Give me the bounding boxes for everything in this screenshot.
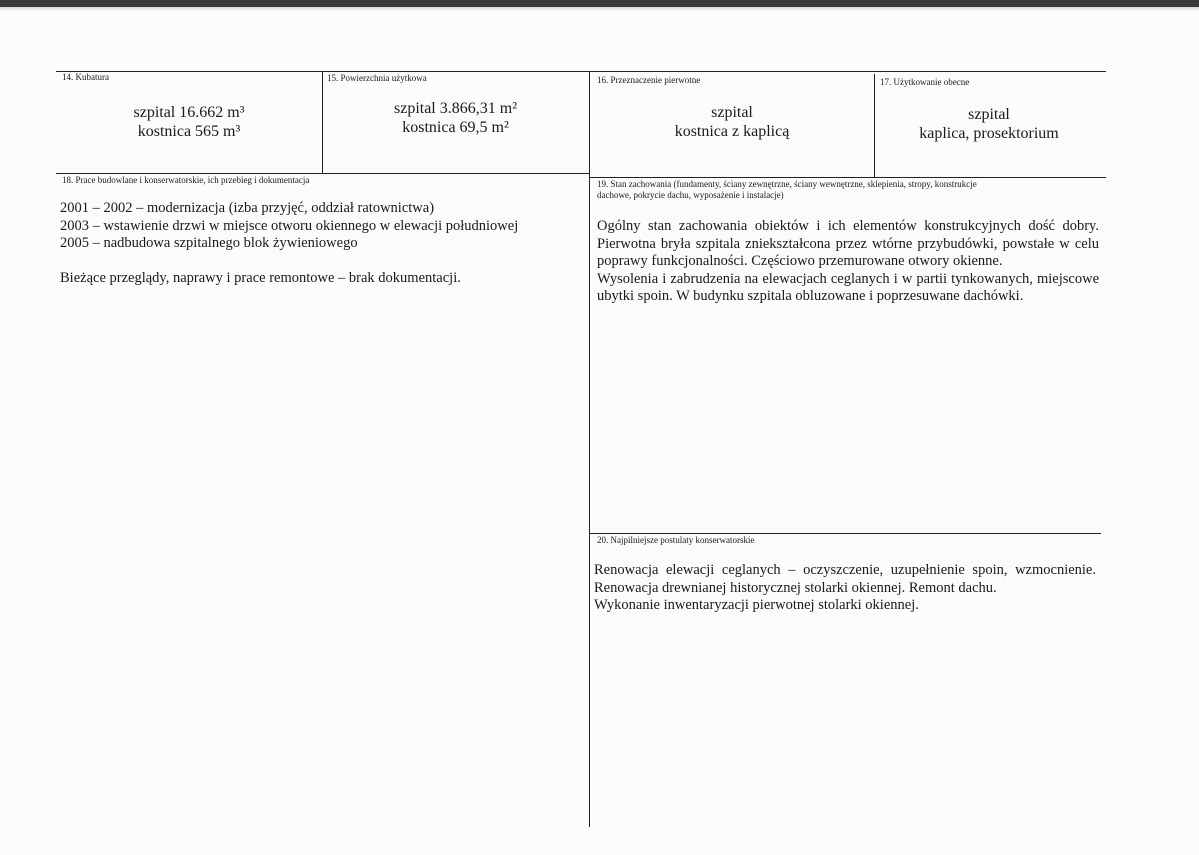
scan-edge — [0, 0, 1199, 7]
s14-line-2: kostnica 565 m³ — [137, 123, 241, 140]
s14-label: 14. Kubatura — [62, 72, 109, 82]
s14-content — [58, 103, 320, 141]
divider-16-17 — [874, 74, 875, 177]
divider-center — [589, 71, 590, 827]
s19-label-line-1: 19. Stan zachowania (fundamenty, ściany zewnętrzne, ściany wewnętrzne, sklepienia, stropy, konstrukcje — [597, 179, 977, 189]
s16-line-1: szpital — [711, 104, 753, 121]
divider-14-15 — [322, 71, 323, 173]
middle-rule-left — [56, 173, 590, 174]
s17-content — [876, 105, 1102, 143]
s15-label: 15. Powierzchnia użytkowa — [327, 73, 427, 83]
s18-label: 18. Prace budowlane i konserwatorskie, ich przebieg i dokumentacja — [62, 175, 310, 185]
s20-content — [594, 562, 1096, 615]
s20-label: 20. Najpilniejsze postulaty konserwatorskie — [597, 535, 755, 545]
s19-label-line-2: dachowe, pokrycie dachu, wyposażenie i instalacje) — [597, 190, 784, 200]
s16-line-2: kostnica z kaplicą — [674, 123, 790, 140]
s17-line-1: szpital — [968, 106, 1010, 123]
s19-paragraph-1: Ogólny stan zachowania obiektów i ich elementów konstrukcyjnych dość dobry. Pierwotna bryła szpitala zniekształcona przez wtórne przybudówki, powstałe w celu poprawy funkcjonalności. Częściowo przemurowane otwory okienne. — [597, 218, 1099, 270]
s18-line-2: 2003 – wstawienie drzwi w miejsce otworu okiennego w elewacji południowej — [60, 217, 519, 234]
s14-line-1: szpital 16.662 m³ — [133, 104, 245, 121]
s19-content — [597, 218, 1099, 306]
s20-paragraph-2: Wykonanie inwentaryzacji pierwotnej stolarki okiennej. — [594, 597, 919, 614]
s18-line-1: 2001 – 2002 – modernizacja (izba przyjęć, oddział ratownictwa) — [60, 200, 435, 216]
s15-line-2: kostnica 69,5 m² — [402, 119, 509, 136]
s15-line-1: szpital 3.866,31 m² — [393, 100, 517, 117]
s16-content — [592, 103, 872, 141]
s18-content — [60, 200, 585, 287]
scan-shadow — [0, 7, 1199, 11]
s16-label: 16. Przeznaczenie pierwotne — [597, 75, 701, 85]
s17-label: 17. Użytkowanie obecne — [880, 77, 970, 87]
top-rule — [56, 71, 1106, 72]
s19-label — [597, 179, 1102, 201]
s18-line-4: Bieżące przeglądy, naprawy i prace remontowe – brak dokumentacji. — [60, 269, 461, 286]
s20-rule — [590, 533, 1101, 534]
s19-paragraph-2: Wysolenia i zabrudzenia na elewacjach ceglanych i w partii tynkowanych, miejscowe ubytki spoin. W budynku szpitala obluzowane i poprzesuwane dachówki. — [597, 270, 1099, 305]
s17-line-2: kaplica, prosektorium — [919, 125, 1059, 142]
middle-rule-right — [590, 177, 1106, 178]
s15-content — [324, 99, 587, 137]
s18-line-3: 2005 – nadbudowa szpitalnego blok żywieniowego — [60, 235, 358, 252]
s20-paragraph-1: Renowacja elewacji ceglanych – oczyszczenie, uzupełnienie spoin, wzmocnienie. Renowacja drewnianej historycznej stolarki okiennej. Remont dachu. — [594, 562, 1096, 596]
